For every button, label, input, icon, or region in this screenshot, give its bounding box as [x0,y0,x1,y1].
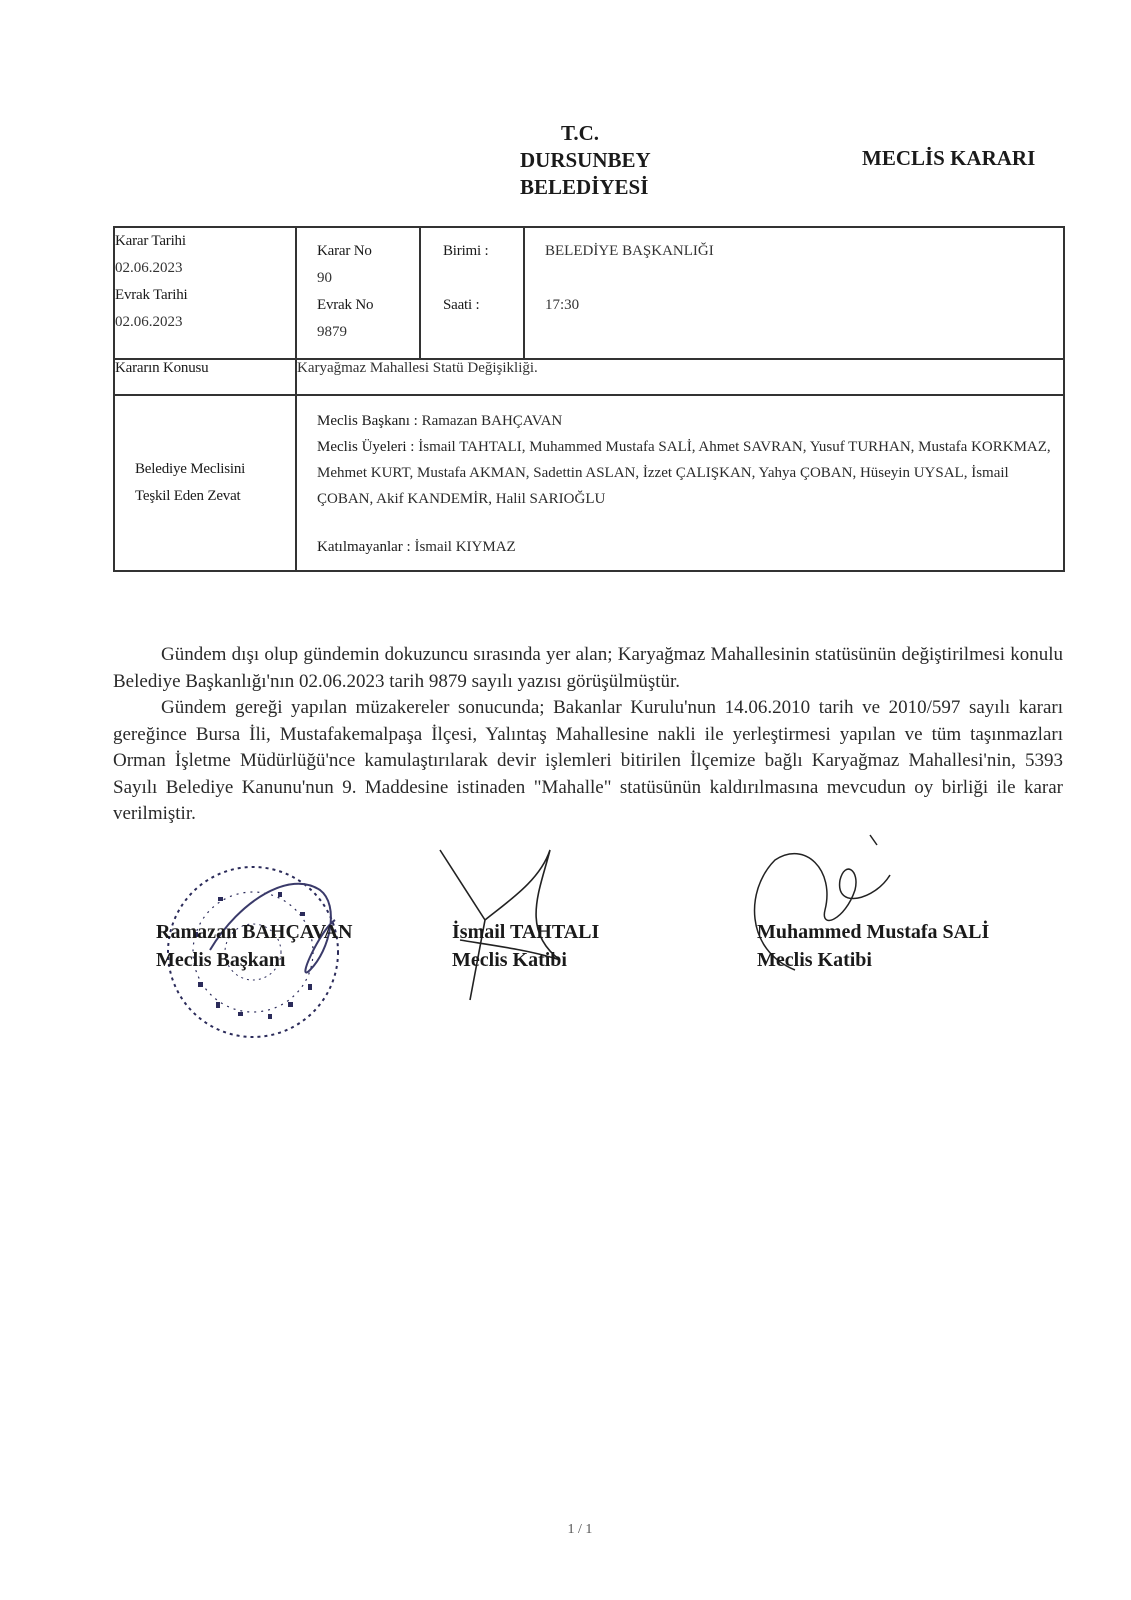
signature-block-secretary-2 [757,918,989,974]
decision-body [113,642,1063,828]
unit-value-column [525,228,1063,358]
absent-members [317,534,1053,560]
header-belediyesi: BELEDİYESİ [520,175,649,199]
saati-label: Saati : [443,297,480,313]
uyeler-value: İsmail TAHTALI, Muhammed Mustafa SALİ, Ahmet SAVRAN, Yusuf TURHAN, Mustafa KORKMAZ, Mehmet KURT, Mustafa AKMAN, Sadettin ASLAN, İzzet ÇALIŞKAN, Yahya ÇOBAN, Hüseyin UYSAL, İsmail ÇOBAN, Akif KANDEMİR, Halil SARIOĞLU [317,439,1051,507]
evrak-no-value: 9879 [317,324,347,340]
katilmayanlar-label: Katılmayanlar : [317,539,411,555]
council-members [317,434,1053,512]
decision-info-table [113,226,1065,572]
document-title: MECLİS KARARI [862,146,1036,170]
evrak-tarihi-value: 02.06.2023 [115,314,183,330]
numbers-grid [297,228,1063,358]
body-paragraph-2: Gündem gereği yapılan müzakereler sonucunda; Bakanlar Kurulu'nun 14.06.2010 tarih ve 2010/597 sayılı kararı gereğince Bursa İli, Mustafakemalpaşa İlçesi, Yalıntaş Mahallesine nakli ile yerleştirmesi yapılan ve tüm taşınmazları Orman İşletme Müdürlüğü'nce kamulaştırılarak devir işlemleri bitirilen İlçemize bağlı Karyağmaz Mahallesi'nin, 5393 Sayılı Belediye Kanunu'nun 9. Maddesine istinaden "Mahalle" statüsünün kaldırılmasına mevcudun oy birliği ile karar verilmiştir. [113,697,1063,824]
header-tc: T.C. [560,121,600,145]
unit-label-column [421,228,525,358]
evrak-tarihi-label: Evrak Tarihi [115,287,188,303]
numbers-cell [296,227,1064,359]
karar-no-label: Karar No [317,243,372,259]
saati-value: 17:30 [545,297,580,313]
info-row-subject [114,359,1064,395]
zevat-label-line2: Teşkil Eden Zevat [135,488,241,504]
signatory-name: Ramazan BAHÇAVAN [156,921,353,943]
signatory-title: Meclis Başkanı [156,949,286,971]
info-row-dates [114,227,1064,359]
members-value-cell [296,395,1064,571]
karar-tarihi-label: Karar Tarihi [115,233,186,249]
subject-value-cell [296,359,1064,395]
subject-label-cell [114,359,296,395]
baskan-label: Meclis Başkanı : [317,413,418,429]
zevat-label-line1: Belediye Meclisini [135,461,246,477]
body-paragraph-1: Gündem dışı olup gündemin dokuzuncu sırasında yer alan; Karyağmaz Mahallesinin statüsünün değiştirilmesi konulu Belediye Başkanlığı'nın 02.06.2023 tarih 9879 sayılı yazısı görüşülmüştür. [113,644,1063,692]
dates-cell [114,227,296,359]
signatory-title: Meclis Katibi [757,949,872,971]
numbers-column [297,228,421,358]
karar-tarihi-value: 02.06.2023 [115,260,183,276]
birimi-value: BELEDİYE BAŞKANLIĞI [545,243,714,259]
katilmayanlar-value: İsmail KIYMAZ [414,539,516,555]
members-label-cell [114,395,296,571]
signature-block-secretary-1 [452,918,599,974]
konu-value: Karyağmaz Mahallesi Statü Değişikliği. [297,360,538,376]
uyeler-label: Meclis Üyeleri : [317,439,415,455]
header-municipality: DURSUNBEY [520,148,651,172]
konu-label: Kararın Konusu [115,360,209,376]
page-number: 1 / 1 [567,1522,593,1537]
birimi-label: Birimi : [443,243,489,259]
signatory-name: İsmail TAHTALI [452,921,600,943]
karar-no-value: 90 [317,270,332,286]
evrak-no-label: Evrak No [317,297,374,313]
baskan-value: Ramazan BAHÇAVAN [421,413,563,429]
signature-block-president [156,918,353,974]
signatory-name: Muhammed Mustafa SALİ [757,921,990,943]
info-row-members [114,395,1064,571]
council-president [317,408,1053,434]
signatory-title: Meclis Katibi [452,949,567,971]
institution-header [520,120,651,201]
